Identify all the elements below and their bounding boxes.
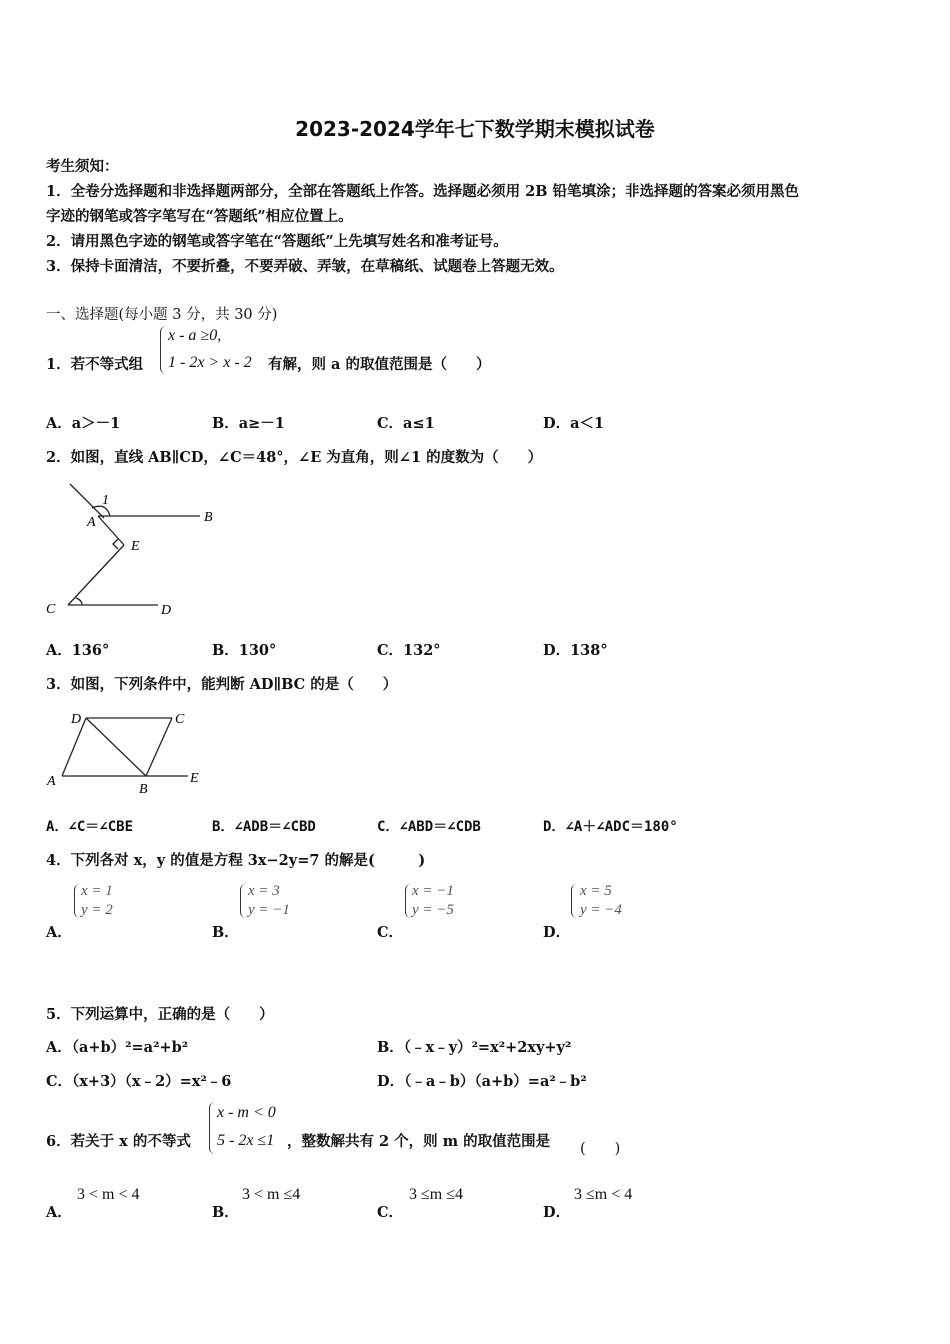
q6-option-c-expr: 3 ≤m ≤4 (409, 1186, 464, 1203)
q2-right-angle-mark (113, 539, 118, 549)
q6-suffix: ，整数解共有 2 个，则 m 的取值范围是 (287, 1133, 551, 1150)
q1-option-d: D．a＜1 (543, 415, 605, 432)
q3-option-c: C．∠ABD＝∠CDB (377, 819, 481, 835)
q6-answer-paren: ( ) (580, 1141, 621, 1157)
q2-label-b: B (204, 510, 213, 525)
q3-option-a: A．∠C＝∠CBE (46, 819, 134, 835)
q2-transversal-line (70, 484, 104, 518)
q6-option-b-label: B． (212, 1204, 239, 1221)
q3-label-d: D (71, 712, 82, 727)
q1-brace (160, 326, 167, 374)
q3-label-e: E (190, 771, 199, 786)
q5-option-a: A．（a+b）²=a²+b² (46, 1039, 189, 1056)
q4-option-a-y: y = 2 (81, 902, 113, 918)
q2-option-c: C．132° (377, 642, 441, 659)
q2-angle-c-arc (76, 598, 82, 605)
q5-option-d: D．（﹣a﹣b）（a+b）=a²﹣b² (377, 1073, 587, 1090)
q6-brace (209, 1102, 216, 1154)
q2-label-a: A (87, 515, 96, 530)
q4-option-b-brace (240, 884, 246, 918)
q5-option-c: C．（x+3）（x﹣2）=x²﹣6 (46, 1073, 232, 1090)
q6-option-a-expr: 3 < m < 4 (77, 1186, 140, 1203)
q1-suffix: 有解，则 a 的取值范围是（ ） (268, 356, 491, 373)
q4-option-a-brace (74, 884, 80, 918)
q4-option-d-y: y = −4 (580, 902, 622, 918)
q2-segment-ae (98, 516, 124, 545)
q2-segment-ec (68, 545, 124, 605)
q1-option-c: C．a≤1 (377, 415, 435, 432)
q3-label-c: C (175, 712, 185, 727)
q4-option-d-brace (571, 884, 577, 918)
q1-option-a: A．a＞－1 (46, 415, 121, 432)
q1-eq2: 1 - 2x > x - 2 (168, 354, 252, 371)
q2-label-1: 1 (102, 493, 109, 508)
q4-option-b-y: y = −1 (248, 902, 290, 918)
q3-option-d: D．∠A＋∠ADC＝180° (543, 819, 678, 835)
q6-eq1: x - m < 0 (217, 1104, 276, 1121)
notice-line-3: 3．保持卡面清洁，不要折叠，不要弄破、弄皱，在草稿纸、试题卷上答题无效。 (46, 258, 564, 275)
q6-option-a-label: A． (46, 1204, 72, 1221)
q4-option-b-label: B． (212, 924, 239, 941)
q3-segment-cb (146, 718, 172, 776)
q4-option-c-brace (405, 884, 411, 918)
section-heading: 一、选择题(每小题 3 分，共 30 分) (46, 307, 278, 323)
q3-label-b: B (139, 782, 148, 797)
q4-option-a-x: x = 1 (81, 883, 113, 899)
q3-label-a: A (47, 774, 56, 789)
q4-option-c-label: C． (377, 924, 404, 941)
q6-option-c-label: C． (377, 1204, 404, 1221)
q6-eq2: 5 - 2x ≤1 (217, 1132, 275, 1149)
q2-text: 2．如图，直线 AB∥CD，∠C＝48°，∠E 为直角，则∠1 的度数为（ ） (46, 449, 543, 466)
q2-option-d: D．138° (543, 642, 608, 659)
q4-option-d-label: D． (543, 924, 571, 941)
q2-label-d: D (161, 603, 172, 618)
notice-line-1a: 1．全卷分选择题和非选择题两部分，全部在答题纸上作答。选择题必须用 2B 铅笔填涂；非选择题的答案必须用黑色 (46, 183, 800, 200)
q2-label-e: E (131, 539, 140, 554)
q3-option-b: B．∠ADB＝∠CBD (212, 819, 316, 835)
q6-option-d-expr: 3 ≤m < 4 (574, 1186, 633, 1203)
q5-text: 5．下列运算中，正确的是（ ） (46, 1006, 274, 1023)
q4-text: 4．下列各对 x，y 的值是方程 3x−2y=7 的解是( ) (46, 852, 426, 869)
q6-prefix: 6．若关于 x 的不等式 (46, 1133, 191, 1150)
q1-prefix: 1．若不等式组 (46, 356, 144, 373)
q3-segment-db (86, 718, 146, 776)
q3-figure (40, 705, 220, 800)
q6-option-d-label: D． (543, 1204, 571, 1221)
q4-option-d-x: x = 5 (580, 883, 612, 899)
notice-heading: 考生须知： (46, 158, 119, 175)
q4-option-b-x: x = 3 (248, 883, 280, 899)
q1-eq1: x - a ≥0, (168, 327, 222, 344)
q1-option-b: B．a≥－1 (212, 415, 285, 432)
q5-option-b: B．（﹣x﹣y）²=x²+2xy+y² (377, 1039, 572, 1056)
q2-label-c: C (46, 602, 56, 617)
q2-option-b: B．130° (212, 642, 277, 659)
q4-option-c-y: y = −5 (412, 902, 454, 918)
q2-option-a: A．136° (46, 642, 110, 659)
q4-option-a-label: A． (46, 924, 72, 941)
q3-text: 3．如图，下列条件中，能判断 AD∥BC 的是（ ） (46, 676, 398, 693)
q6-option-b-expr: 3 < m ≤4 (242, 1186, 301, 1203)
q2-figure (40, 478, 240, 623)
q4-option-c-x: x = −1 (412, 883, 454, 899)
notice-line-2: 2．请用黑色字迹的钢笔或答字笔在“答题纸”上先填写姓名和准考证号。 (46, 233, 508, 250)
notice-line-1b: 字迹的钢笔或答字笔写在“答题纸”相应位置上。 (46, 208, 353, 225)
page-title: 2023-2024学年七下数学期末模拟试卷 (295, 117, 655, 141)
